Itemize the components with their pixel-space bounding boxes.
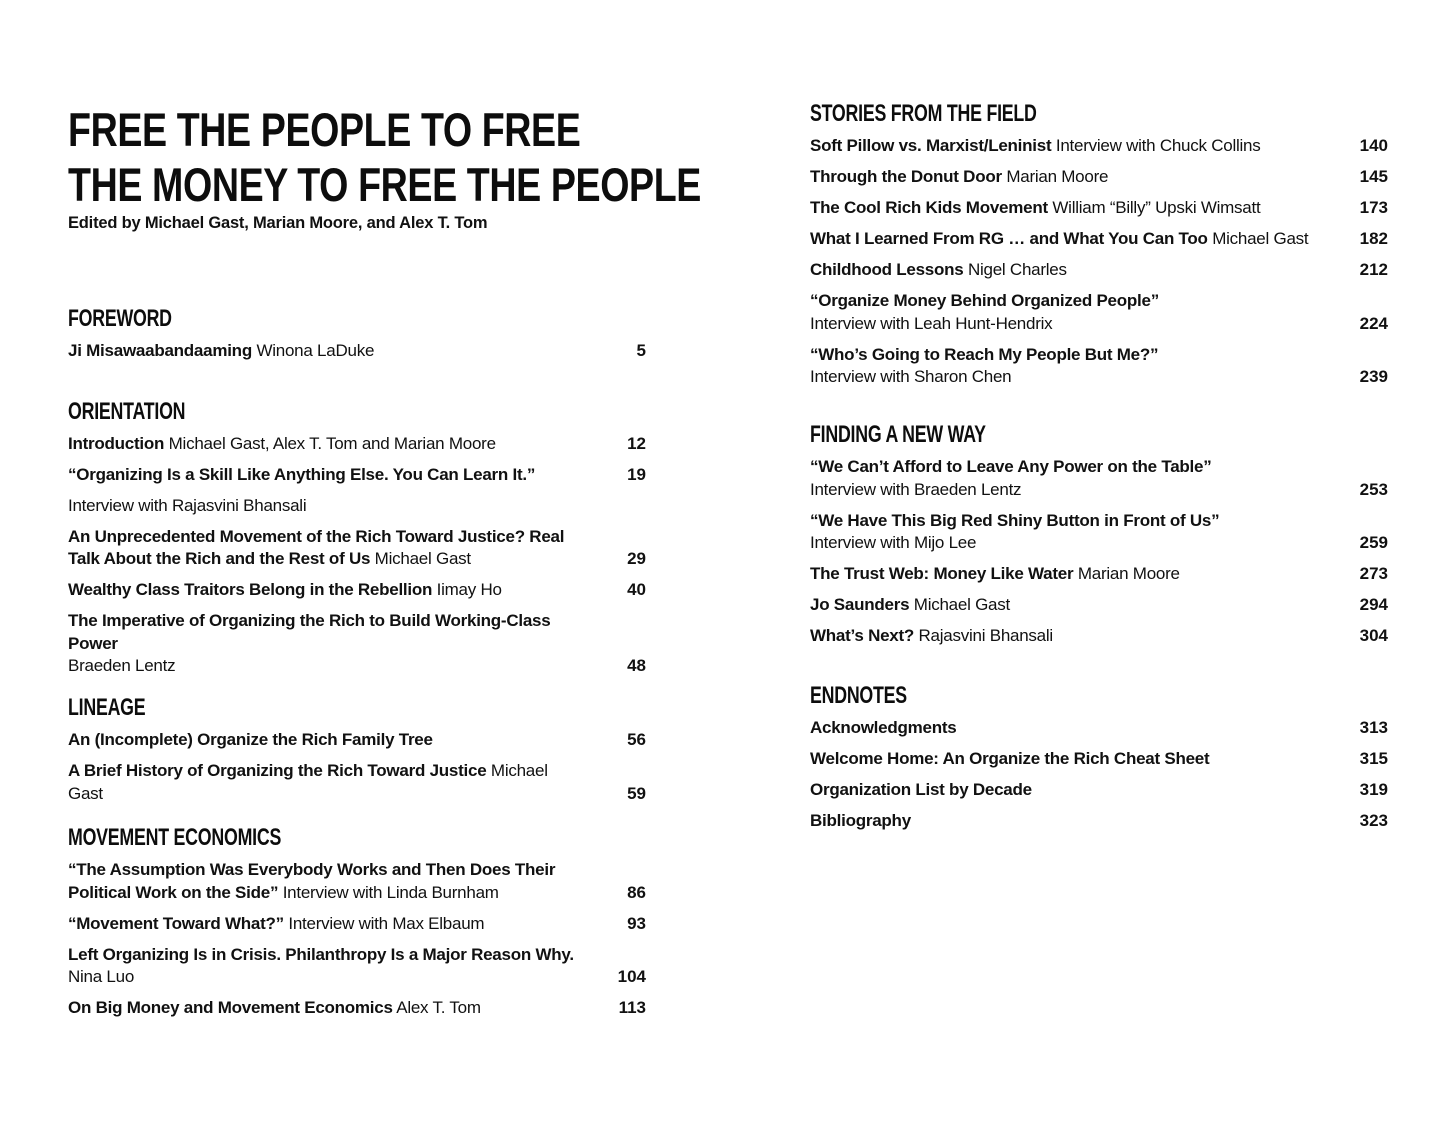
entry-author: Interview with Sharon Chen — [810, 367, 1012, 386]
section-heading: ENDNOTES — [810, 682, 907, 709]
entry-author: Nina Luo — [68, 967, 135, 986]
page-number: 224 — [1359, 313, 1388, 333]
entry-title: What’s Next? — [810, 626, 915, 645]
entry-author: Iimay Ho — [436, 580, 502, 599]
page-number: 140 — [1359, 136, 1388, 155]
entry-author: Interview with Chuck Collins — [1055, 136, 1261, 155]
section-heading: STORIES FROM THE FIELD — [810, 100, 1037, 127]
entry-title: Ji Misawaabandaaming — [68, 341, 252, 360]
toc-entry[interactable] — [810, 166, 1388, 189]
entry-title: Welcome Home: An Organize the Rich Cheat Sheet — [810, 749, 1210, 768]
entry-title: Wealthy Class Traitors Belong in the Rebellion — [68, 580, 433, 599]
toc-entry[interactable] — [810, 748, 1388, 771]
toc-entry[interactable] — [68, 526, 646, 571]
entry-author: Interview with Rajasvini Bhansali — [68, 495, 307, 515]
section-lineage — [68, 696, 646, 814]
section-heading: FINDING A NEW WAY — [810, 421, 986, 448]
toc-entry[interactable] — [810, 810, 1388, 833]
page-number: 40 — [627, 580, 646, 599]
editors-credit: Edited by Michael Gast, Marian Moore, and Alex T. Tom — [68, 214, 488, 232]
entry-title: Acknowledgments — [810, 718, 957, 737]
entry-title: Jo Saunders — [810, 595, 910, 614]
entry-title: On Big Money and Movement Economics — [68, 998, 393, 1017]
page-number: 173 — [1359, 198, 1388, 217]
section-foreword — [68, 307, 646, 371]
entry-title: Soft Pillow vs. Marxist/Leninist — [810, 136, 1052, 155]
page-number: 253 — [1359, 479, 1388, 499]
entry-author: Interview with Braeden Lentz — [810, 479, 1022, 499]
page-number: 59 — [627, 783, 646, 803]
page-number: 319 — [1359, 780, 1388, 799]
entry-title: “Organizing Is a Skill Like Anything Else. You Can Learn It.” — [68, 465, 536, 484]
toc-entry[interactable] — [68, 859, 646, 904]
toc-entry[interactable] — [68, 760, 646, 805]
toc-entry[interactable] — [68, 579, 646, 602]
book-title-line-2: THE MONEY TO FREE THE PEOPLE — [68, 158, 701, 211]
entry-title: Bibliography — [810, 811, 911, 830]
section-movement-economics — [68, 826, 646, 1028]
entry-title: “We Can’t Afford to Leave Any Power on the Table” — [810, 457, 1212, 476]
toc-entry[interactable] — [68, 913, 646, 936]
page-number: 48 — [627, 656, 646, 675]
section-orientation — [68, 400, 646, 686]
toc-entry[interactable] — [68, 340, 646, 363]
entry-title: Left Organizing Is in Crisis. Philanthropy Is a Major Reason Why. — [68, 944, 574, 964]
entry-author: Michael Gast — [68, 761, 548, 803]
entry-author: Winona LaDuke — [256, 341, 375, 360]
section-heading: FOREWORD — [68, 305, 172, 332]
page-number: 259 — [1359, 533, 1388, 552]
book-title-line-1: FREE THE PEOPLE TO FREE — [68, 103, 581, 156]
toc-entry[interactable] — [810, 594, 1388, 617]
toc-entry[interactable] — [68, 729, 646, 752]
entry-title: Through the Donut Door — [810, 167, 1002, 186]
entry-title: The Trust Web: Money Like Water — [810, 564, 1074, 583]
page-number: 304 — [1359, 626, 1388, 645]
entry-title: An (Incomplete) Organize the Rich Family Tree — [68, 730, 433, 749]
entry-title: “We Have This Big Red Shiny Button in Front of Us” — [810, 510, 1220, 530]
toc-entry[interactable] — [810, 779, 1388, 802]
page-number: 323 — [1359, 811, 1388, 830]
section-stories-from-the-field — [810, 102, 1388, 397]
toc-entry[interactable] — [810, 259, 1388, 282]
toc-entry[interactable] — [810, 344, 1388, 389]
entry-author: Michael Gast — [1212, 229, 1309, 248]
entry-title: The Cool Rich Kids Movement — [810, 198, 1048, 217]
toc-entry[interactable] — [810, 197, 1388, 220]
page-number: 29 — [627, 549, 646, 568]
toc-entry[interactable] — [810, 456, 1388, 501]
toc-entry[interactable] — [810, 135, 1388, 158]
section-heading: LINEAGE — [68, 694, 146, 721]
entry-author: Rajasvini Bhansali — [918, 626, 1053, 645]
entry-title: “The Assumption Was Everybody Works and Then Does Their Political Work on the Side” — [68, 860, 556, 902]
section-heading: MOVEMENT ECONOMICS — [68, 824, 282, 851]
page-number: 145 — [1359, 167, 1388, 186]
toc-entry[interactable] — [810, 290, 1388, 335]
toc-entry[interactable] — [68, 610, 646, 678]
entry-author: Interview with Linda Burnham — [282, 882, 499, 902]
entry-author: Michael Gast — [374, 549, 471, 568]
page-number: 104 — [617, 967, 646, 986]
entry-title: “Movement Toward What?” — [68, 913, 284, 933]
page-number: 212 — [1359, 260, 1388, 279]
toc-entry[interactable] — [68, 997, 646, 1020]
entry-author: Alex T. Tom — [396, 998, 481, 1017]
entry-title: “Organize Money Behind Organized People” — [810, 291, 1159, 310]
entry-author: Braeden Lentz — [68, 656, 176, 675]
page-number: 12 — [627, 434, 646, 453]
page-number: 239 — [1359, 367, 1388, 386]
section-heading: ORIENTATION — [68, 398, 186, 425]
toc-entry[interactable] — [810, 510, 1388, 555]
page-number: 313 — [1359, 718, 1388, 737]
toc-entry[interactable] — [810, 228, 1388, 251]
page-number: 294 — [1359, 595, 1388, 614]
entry-title: Introduction — [68, 434, 165, 453]
toc-entry[interactable] — [810, 563, 1388, 586]
toc-entry[interactable] — [810, 717, 1388, 740]
section-finding-a-new-way — [810, 423, 1388, 656]
entry-title: “Who’s Going to Reach My People But Me?” — [810, 344, 1159, 364]
entry-title: Organization List by Decade — [810, 780, 1032, 799]
toc-entry[interactable] — [810, 625, 1388, 648]
toc-entry[interactable] — [68, 464, 646, 517]
page-number: 113 — [618, 998, 646, 1017]
page-number: 182 — [1359, 229, 1388, 248]
entry-author: Nigel Charles — [967, 260, 1067, 279]
entry-title: An Unprecedented Movement of the Rich Toward Justice? Real Talk About the Rich and the Rest of Us — [68, 526, 565, 568]
page-number: 315 — [1359, 749, 1388, 768]
page-number: 19 — [627, 465, 646, 484]
page-number: 56 — [627, 730, 646, 749]
page-number: 93 — [627, 913, 646, 933]
page-number: 5 — [636, 341, 646, 360]
entry-author: Marian Moore — [1006, 167, 1109, 186]
toc-entry[interactable] — [68, 433, 646, 456]
entry-title: What I Learned From RG … and What You Can Too — [810, 229, 1208, 248]
entry-title: The Imperative of Organizing the Rich to Build Working-Class Power — [68, 611, 551, 653]
entry-author: Michael Gast — [913, 595, 1010, 614]
entry-title: Childhood Lessons — [810, 260, 964, 279]
entry-author: Interview with Leah Hunt-Hendrix — [810, 313, 1053, 333]
page-number: 86 — [627, 882, 646, 902]
page-number: 273 — [1359, 564, 1388, 583]
entry-author: Interview with Mijo Lee — [810, 533, 977, 552]
entry-title: A Brief History of Organizing the Rich Toward Justice — [68, 761, 487, 780]
entry-author: Michael Gast, Alex T. Tom and Marian Moore — [168, 434, 496, 453]
section-endnotes — [810, 684, 1388, 841]
entry-author: Interview with Max Elbaum — [288, 913, 485, 933]
entry-author: William “Billy” Upski Wimsatt — [1052, 198, 1261, 217]
entry-author: Marian Moore — [1077, 564, 1180, 583]
toc-entry[interactable] — [68, 944, 646, 989]
